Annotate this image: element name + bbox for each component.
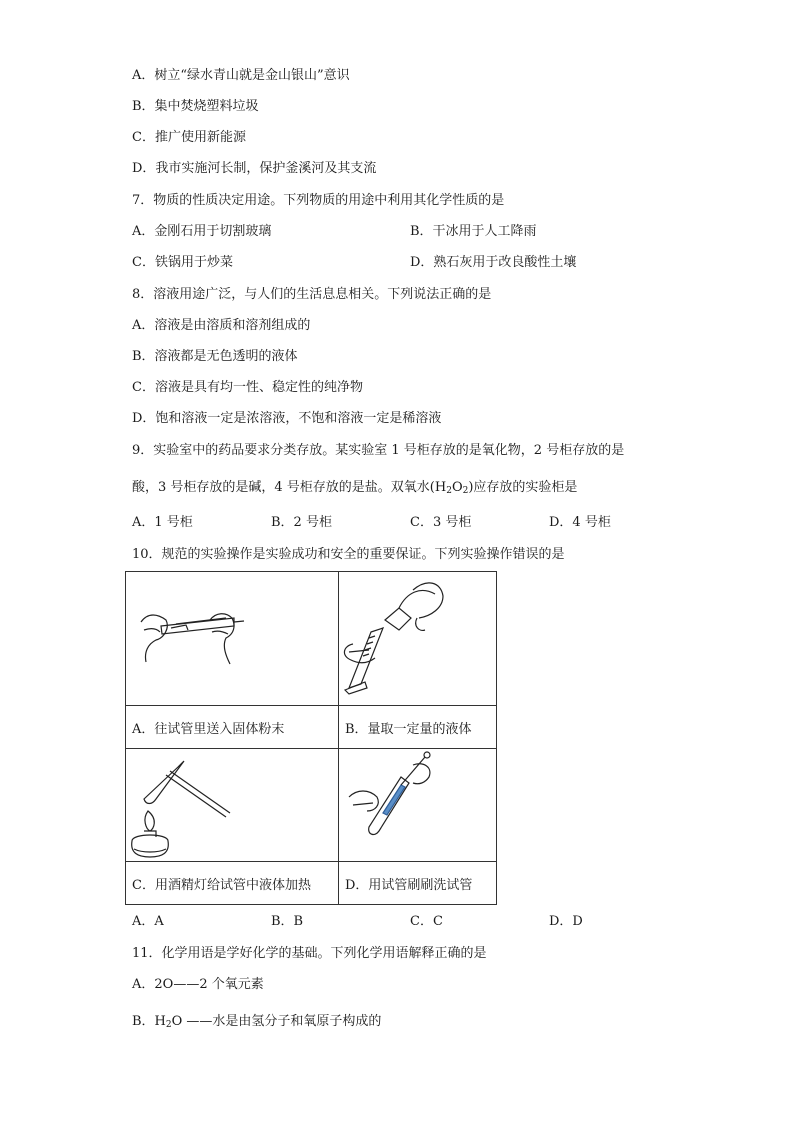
figure-c-cell [126, 749, 339, 862]
alcohol-lamp-heating-figure [126, 749, 332, 861]
q7-option-a: A．金刚石用于切割玻璃 [132, 224, 272, 239]
q10-operations-table [125, 571, 497, 905]
q6-option-c: C．推广使用新能源 [132, 130, 246, 145]
caption-a: A．往试管里送入固体粉末 [126, 706, 339, 749]
q10-option-a: A．A [132, 914, 164, 929]
q9-stem-line2: 酸，3 号柜存放的是碱，4 号柜存放的是盐。双氧水$(H_2O_2)$应存放的实验柜是 [132, 480, 578, 496]
q9-option-a: A．1 号柜 [132, 515, 193, 530]
caption-b: B．量取一定量的液体 [339, 706, 497, 749]
q6-option-d: D．我市实施河长制，保护釜溪河及其支流 [132, 161, 377, 176]
figure-a-cell [126, 572, 339, 706]
q7-stem: 7．物质的性质决定用途。下列物质的用途中利用其化学性质的是 [132, 193, 505, 208]
figure-b-cell [339, 572, 497, 706]
q10-option-d: D．D [549, 914, 583, 929]
q9-option-b: B．2 号柜 [271, 515, 332, 530]
q8-stem: 8．溶液用途广泛，与人们的生活息息相关。下列说法正确的是 [132, 287, 492, 302]
q8-option-c: C．溶液是具有均一性、稳定性的纯净物 [132, 380, 363, 395]
q8-option-d: D．饱和溶液一定是浓溶液，不饱和溶液一定是稀溶液 [132, 411, 442, 426]
q10-option-c: C．C [410, 914, 443, 929]
q9-option-d: D．4 号柜 [549, 515, 611, 530]
q7-option-d: D．熟石灰用于改良酸性土壤 [410, 255, 577, 270]
q11-option-a: A．2O——2 个氧元素 [132, 977, 264, 992]
figure-d-cell [339, 749, 497, 862]
q8-option-b: B．溶液都是无色透明的液体 [132, 349, 298, 364]
q7-option-b: B．干冰用于人工降雨 [410, 224, 537, 239]
q9-option-c: C．3 号柜 [410, 515, 472, 530]
q9-stem-line1: 9．实验室中的药品要求分类存放。某实验室 1 号柜存放的是氧化物，2 号柜存放的是 [132, 443, 625, 458]
caption-d: D．用试管刷刷洗试管 [339, 862, 497, 905]
q11-option-b: B．$H_2O$ ——水是由氢分子和氧原子构成的 [132, 1014, 382, 1030]
caption-c: C．用酒精灯给试管中液体加热 [126, 862, 339, 905]
q10-option-b: B．B [271, 914, 304, 929]
q11-stem: 11．化学用语是学好化学的基础。下列化学用语解释正确的是 [132, 946, 487, 961]
q8-option-a: A．溶液是由溶质和溶剂组成的 [132, 318, 311, 333]
q6-option-b: B．集中焚烧塑料垃圾 [132, 99, 259, 114]
tube-brush-figure [339, 749, 490, 861]
powder-into-test-tube-figure [126, 572, 332, 705]
q7-option-c: C．铁锅用于炒菜 [132, 255, 233, 270]
q6-option-a: A．树立“绿水青山就是金山银山”意识 [132, 68, 350, 83]
measuring-cylinder-figure [339, 572, 490, 705]
q10-stem: 10．规范的实验操作是实验成功和安全的重要保证。下列实验操作错误的是 [132, 547, 565, 562]
